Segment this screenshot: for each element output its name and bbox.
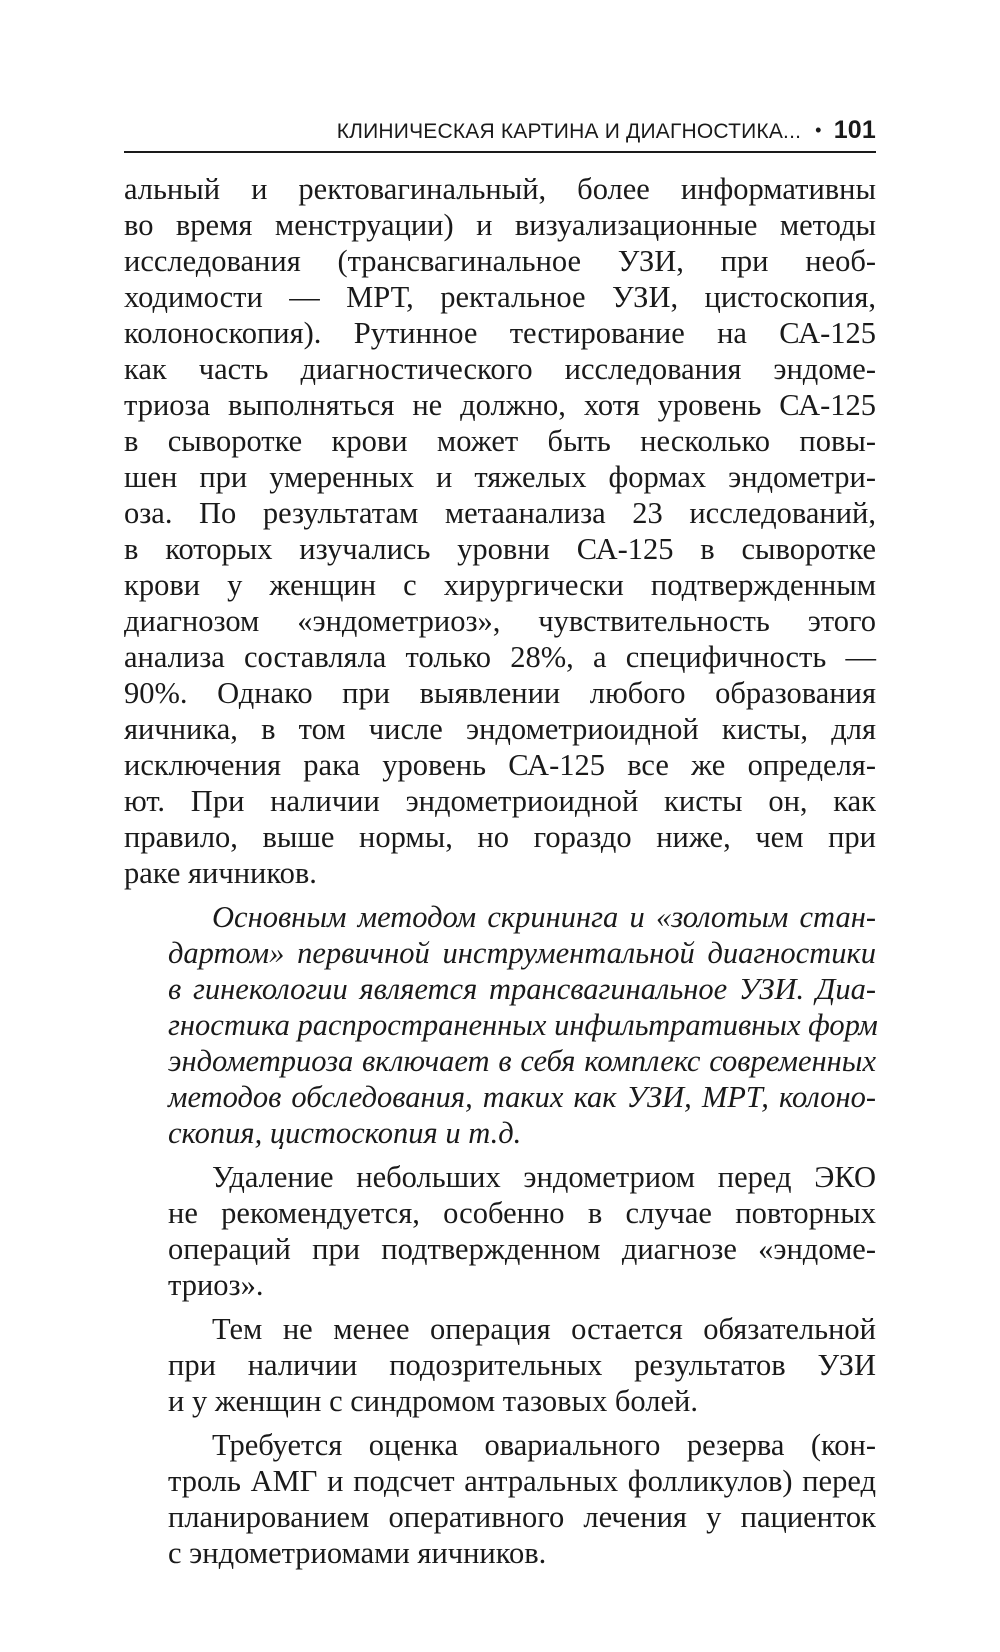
- text-line: Удаление небольших эндометриом перед ЭКО: [212, 1160, 876, 1194]
- text-line: Тем не менее операция остается обязательной: [212, 1312, 876, 1346]
- text-line: и у женщин с синдромом тазовых болей.: [168, 1384, 698, 1418]
- text-line: анализа составляла только 28%, а специфичность —: [124, 640, 876, 674]
- bullet-separator: •: [815, 120, 822, 140]
- text-line: методов обследования, таких как УЗИ, МРТ, колоно-: [168, 1080, 876, 1114]
- book-page: [124, 118, 876, 1571]
- running-header: [124, 118, 876, 153]
- paragraph: [124, 1427, 876, 1571]
- text-line: диагнозом «эндометриоз», чувствительность этого: [124, 604, 876, 638]
- text-line: триоз».: [168, 1268, 264, 1302]
- text-line: Основным методом скрининга и «золотым стан-: [212, 900, 876, 934]
- body-text: [124, 171, 876, 1571]
- text-line: дартом» первичной инструментальной диагностики: [168, 936, 876, 970]
- text-line: оза. По результатам метаанализа 23 исследований,: [124, 496, 876, 530]
- text-line: планированием оперативного лечения у пациенток: [168, 1500, 876, 1534]
- text-line: троль АМГ и подсчет антральных фолликулов) перед: [168, 1464, 876, 1498]
- paragraph: [124, 1311, 876, 1419]
- text-line: правило, выше нормы, но гораздо ниже, чем при: [124, 820, 876, 854]
- text-line: триоза выполняться не должно, хотя уровень СА-125: [124, 388, 876, 422]
- running-title: КЛИНИЧЕСКАЯ КАРТИНА И ДИАГНОСТИКА...: [336, 120, 802, 143]
- text-line: раке яичников.: [124, 856, 317, 890]
- text-line: ходимости — МРТ, ректальное УЗИ, цистоскопия,: [124, 280, 876, 314]
- text-line: эндометриоза включает в себя комплекс современных: [168, 1044, 876, 1078]
- text-line: в сыворотке крови может быть несколько повы-: [124, 424, 876, 458]
- text-line: как часть диагностического исследования эндоме-: [124, 352, 876, 386]
- text-line: при наличии подозрительных результатов УЗИ: [168, 1348, 876, 1382]
- paragraph: [124, 171, 876, 891]
- text-line: во время менструации) и визуализационные методы: [124, 208, 876, 242]
- text-line: гностика распространенных инфильтративных форм: [168, 1008, 878, 1042]
- text-line: альный и ректовагинальный, более информативны: [124, 172, 876, 206]
- text-line: колоноскопия). Рутинное тестирование на СА-125: [124, 316, 876, 350]
- text-line: Требуется оценка овариального резерва (кон-: [212, 1428, 876, 1462]
- text-line: с эндометриомами яичников.: [168, 1536, 547, 1570]
- text-line: яичника, в том числе эндометриоидной кисты, для: [124, 712, 876, 746]
- text-line: операций при подтвержденном диагнозе «эндоме-: [168, 1232, 876, 1266]
- text-line: в которых изучались уровни СА-125 в сыворотке: [124, 532, 876, 566]
- text-line: шен при умеренных и тяжелых формах эндометри-: [124, 460, 876, 494]
- text-line: крови у женщин с хирургически подтвержденным: [124, 568, 876, 602]
- text-line: ют. При наличии эндометриоидной кисты он, как: [124, 784, 876, 818]
- text-line: в гинекологии является трансвагинальное УЗИ. Диа-: [168, 972, 876, 1006]
- page-number: 101: [833, 116, 876, 144]
- paragraph: [124, 1159, 876, 1303]
- text-line: 90%. Однако при выявлении любого образования: [124, 676, 876, 710]
- text-line: исследования (трансвагинальное УЗИ, при необ-: [124, 244, 876, 278]
- text-line: не рекомендуется, особенно в случае повторных: [168, 1196, 876, 1230]
- italic-paragraph: [124, 899, 876, 1151]
- text-line: скопия, цистоскопия и т.д.: [168, 1116, 522, 1150]
- text-line: исключения рака уровень СА-125 все же определя-: [124, 748, 876, 782]
